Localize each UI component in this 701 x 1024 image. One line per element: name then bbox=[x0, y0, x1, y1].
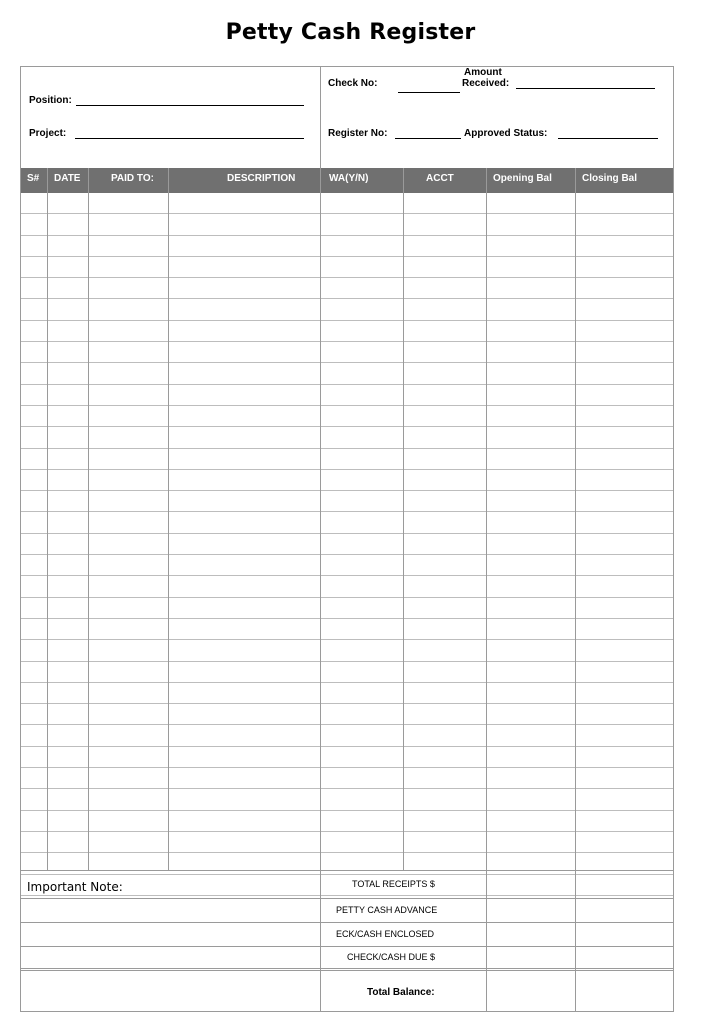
total-balance-label: Total Balance: bbox=[367, 987, 435, 998]
approved-status-label: Approved Status: bbox=[464, 128, 548, 139]
summary-row-total-receipts bbox=[21, 870, 673, 899]
total-receipts-label: TOTAL RECEIPTS $ bbox=[352, 879, 435, 889]
col-header-sno: S# bbox=[27, 173, 40, 184]
summary-row-petty-cash-advance bbox=[21, 899, 673, 923]
col-header-date: DATE bbox=[54, 173, 81, 184]
petty-cash-advance-label: PETTY CASH ADVANCE bbox=[336, 905, 438, 915]
project-label: Project: bbox=[29, 128, 67, 139]
petty-cash-form bbox=[20, 66, 674, 1012]
register-no-field[interactable] bbox=[395, 138, 461, 139]
amount-received-field[interactable] bbox=[516, 88, 655, 89]
col-divider bbox=[486, 971, 487, 1011]
col-header-wa: WA(Y/N) bbox=[329, 173, 369, 184]
col-divider bbox=[47, 168, 48, 870]
col-divider bbox=[168, 168, 169, 870]
approved-status-field[interactable] bbox=[558, 138, 658, 139]
cash-enclosed-label: ECK/CASH ENCLOSED bbox=[336, 929, 435, 939]
position-field[interactable] bbox=[76, 105, 304, 106]
col-divider bbox=[403, 168, 404, 870]
summary-row-cash-enclosed bbox=[21, 923, 673, 947]
received-label: Received: bbox=[462, 78, 510, 89]
important-note-label: Important Note: bbox=[27, 880, 123, 894]
col-header-description: DESCRIPTION bbox=[227, 173, 296, 184]
position-label: Position: bbox=[29, 95, 72, 106]
col-header-acct: ACCT bbox=[426, 173, 454, 184]
check-no-label: Check No: bbox=[328, 78, 378, 89]
col-divider bbox=[575, 971, 576, 1011]
cash-due-label: CHECK/CASH DUE $ bbox=[347, 952, 436, 962]
page-title: Petty Cash Register bbox=[225, 20, 476, 45]
col-divider bbox=[88, 168, 89, 870]
col-header-opening-bal: Opening Bal bbox=[493, 173, 552, 184]
register-no-label: Register No: bbox=[328, 128, 388, 139]
check-no-field[interactable] bbox=[398, 92, 460, 93]
amount-label: Amount bbox=[464, 67, 502, 78]
col-header-paid-to: PAID TO: bbox=[111, 173, 154, 184]
project-field[interactable] bbox=[75, 138, 304, 139]
summary-row-cash-due bbox=[21, 947, 673, 971]
col-header-closing-bal: Closing Bal bbox=[582, 173, 638, 184]
